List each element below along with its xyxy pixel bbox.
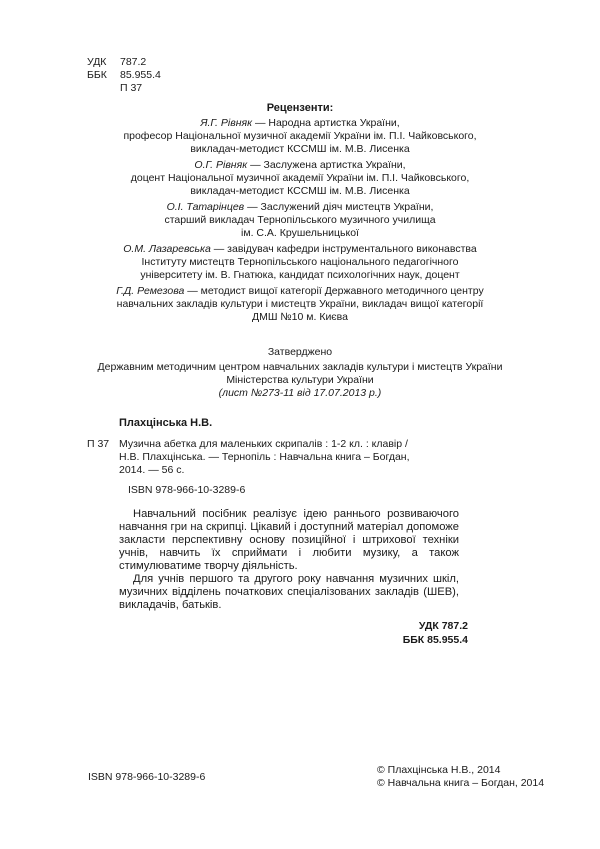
reviewer-line: — методист вищої категорії Державного методичного центру — [184, 285, 484, 297]
annotation-paragraph: Для учнів першого та другого року навчання музичних шкіл, музичних відділень початкових спеціалізованих закладів (ШЕВ), викладачів, батьків. — [119, 573, 459, 611]
reviewer-line: доцент Національної музичної академії України ім. П.І. Чайковського, — [130, 172, 470, 184]
reviewer-line: — Заслужена артистка України, — [247, 159, 406, 171]
reviewer-line: університету ім. В. Гнатюка, кандидат психологічних наук, доцент — [140, 269, 460, 281]
copyright-publisher: © Навчальна книга – Богдан, 2014 — [377, 777, 545, 789]
record-code: П 37 — [87, 438, 110, 450]
approval-letter: (лист №273-11 від 17.07.2013 р.) — [218, 387, 382, 399]
record-title-line: Музична абетка для маленьких скрипалів : 1-2 кл. : клавір / — [119, 438, 408, 450]
reviewer-name: О.М. Лазаревська — [123, 243, 211, 255]
annotation-paragraph: Навчальний посібник реалізує ідею раннього розвиваючого навчання гри на скрипці. Цікавий і доступний матеріал допоможе закласти перспективну основу позиційної і штрихової техніки учнів, навчить їх сприймати і любити музику, а також стимулюватиме творчу діяльність. — [119, 508, 459, 572]
record-title-line: Н.В. Плахцінська. — Тернопіль : Навчальна книга – Богдан, — [119, 451, 410, 463]
record-isbn: ISBN 978-966-10-3289-6 — [128, 484, 246, 496]
copyright-author: © Плахцінська Н.В., 2014 — [377, 764, 501, 776]
annotation — [119, 508, 459, 612]
reviewer-line: — Заслужений діяч мистецтв України, — [244, 201, 434, 213]
reviewer-line: професор Національної музичної академії України ім. П.І. Чайковського, — [123, 130, 477, 142]
author-heading: Плахцінська Н.В. — [119, 417, 213, 429]
reviewer-line: — завідувач кафедри інструментального виконавства — [210, 243, 477, 255]
reviewer-line: — Народна артистка України, — [252, 117, 400, 129]
udk-value: 787.2 — [120, 56, 147, 68]
footer-isbn: ISBN 978-966-10-3289-6 — [88, 771, 206, 783]
reviewer-name: Я.Г. Рівняк — [200, 117, 253, 129]
reviewer-line: навчальних закладів культури і мистецтв України, викладач вищої категорії — [116, 298, 484, 310]
udk-code: УДК 787.2 — [418, 620, 468, 632]
approval-ministry: Міністерства культури України — [226, 374, 374, 386]
reviewer-line: Інституту мистецтв Тернопільського національного педагогічного — [141, 256, 459, 268]
reviewer-name: О.І. Татарінцев — [166, 201, 245, 213]
reviewer-line: викладач-методист КССМШ ім. М.В. Лисенка — [190, 185, 410, 197]
reviewer-line: викладач-методист КССМШ ім. М.В. Лисенка — [190, 143, 410, 155]
reviewer-line: старший викладач Тернопільського музичного училища — [164, 214, 436, 226]
reviewer-line: ім. С.А. Крушельницької — [241, 227, 359, 239]
approval-label: Затверджено — [267, 346, 333, 358]
approval-authority: Державним методичним центром навчальних закладів культури і мистецтв України — [97, 361, 503, 373]
bbk-code: ББК 85.955.4 — [402, 634, 468, 646]
record-pages: 2014. — 56 с. — [119, 464, 185, 476]
reviewer-name: О.Г. Рівняк — [194, 159, 248, 171]
bbk-value: 85.955.4 — [120, 69, 161, 81]
reviewer-name: Г.Д. Ремезова — [116, 285, 185, 297]
reviewer-line: ДМШ №10 м. Києва — [252, 311, 348, 323]
reviewers-heading: Рецензенти: — [266, 102, 334, 114]
bbk-label: ББК — [87, 69, 107, 81]
cutter-code: П 37 — [120, 82, 143, 94]
udk-label: УДК — [87, 56, 107, 68]
